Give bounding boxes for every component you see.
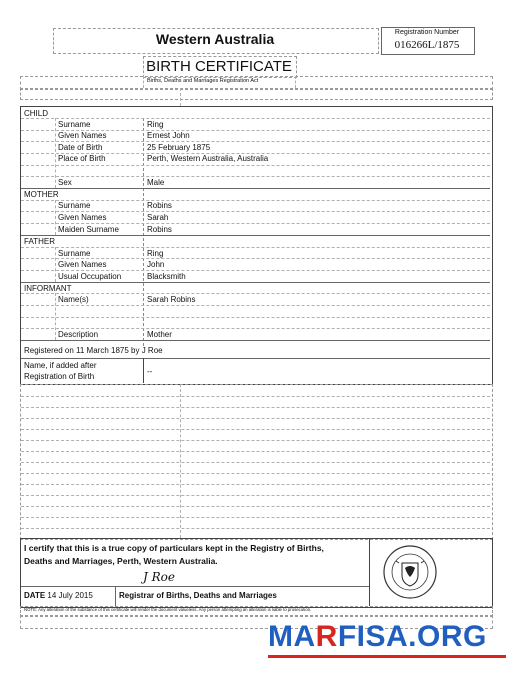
spacer-row bbox=[20, 88, 493, 100]
ruled-line bbox=[21, 418, 490, 419]
informant-section: INFORMANT bbox=[24, 284, 72, 293]
note-text: NOTE: Any alteration of the substance of this certificate will render the document valueless. Any person attempting an alteration is liable to prosecution. bbox=[24, 607, 312, 612]
father-given: John bbox=[147, 260, 165, 269]
registrar-title: Registrar of Births, Deaths and Marriages bbox=[119, 591, 277, 600]
ruled-line bbox=[21, 473, 490, 474]
ruled-line bbox=[21, 528, 490, 529]
father-occupation-label: Usual Occupation bbox=[58, 272, 122, 281]
watermark-underline bbox=[268, 655, 506, 658]
act-text: Births, Deaths and Marriages Registration Act bbox=[147, 78, 259, 84]
father-surname: Ring bbox=[147, 249, 164, 258]
ruled-line bbox=[21, 440, 490, 441]
watermark-part-2: R bbox=[315, 620, 338, 653]
child-section: CHILD bbox=[24, 109, 49, 118]
mother-surname-label: Surname bbox=[58, 201, 91, 210]
name-added-value: -- bbox=[147, 367, 153, 376]
father-occupation: Blacksmith bbox=[147, 272, 186, 281]
child-sex: Male bbox=[147, 178, 165, 187]
date-line bbox=[24, 591, 93, 601]
child-sex-label: Sex bbox=[58, 178, 72, 187]
mother-surname: Robins bbox=[147, 201, 172, 210]
child-pob-label: Place of Birth bbox=[58, 154, 106, 163]
child-given-label: Given Names bbox=[58, 131, 107, 140]
mother-given: Sarah bbox=[147, 213, 169, 222]
certify-line-1: I certify that this is a true copy of particulars kept in the Registry of Births, bbox=[24, 543, 324, 553]
date-value: 14 July 2015 bbox=[47, 591, 93, 600]
ruled-line bbox=[21, 396, 490, 397]
watermark-part-3: FISA.ORG bbox=[337, 620, 487, 653]
informant-names: Sarah Robins bbox=[147, 295, 196, 304]
father-given-label: Given Names bbox=[58, 260, 107, 269]
mother-maiden-label: Maiden Surname bbox=[58, 225, 119, 234]
certificate-title: BIRTH CERTIFICATE bbox=[146, 58, 292, 75]
mother-maiden: Robins bbox=[147, 225, 172, 234]
date-label: DATE bbox=[24, 591, 46, 600]
mother-given-label: Given Names bbox=[58, 213, 107, 222]
informant-names-label: Name(s) bbox=[58, 295, 89, 304]
registered-line: Registered on 11 March 1875 by J Roe bbox=[24, 346, 163, 355]
ruled-line bbox=[21, 462, 490, 463]
ruled-line bbox=[21, 429, 490, 430]
ruled-line bbox=[21, 451, 490, 452]
state-title: Western Australia bbox=[155, 31, 275, 47]
child-surname-label: Surname bbox=[58, 120, 91, 129]
mother-section: MOTHER bbox=[24, 190, 59, 199]
father-section: FATHER bbox=[24, 237, 55, 246]
watermark-logo bbox=[268, 620, 487, 654]
child-given: Ernest John bbox=[147, 131, 190, 140]
informant-desc: Mother bbox=[147, 330, 172, 339]
ruled-line bbox=[21, 484, 490, 485]
informant-desc-label: Description bbox=[58, 330, 99, 339]
signature: J Roe bbox=[143, 570, 175, 584]
registration-label: Registration Number bbox=[394, 29, 460, 36]
certify-line-2: Deaths and Marriages, Perth, Western Australia. bbox=[24, 556, 218, 566]
name-added-label-1: Name, if added after bbox=[24, 361, 97, 370]
ruled-line bbox=[21, 517, 490, 518]
registration-number: 016266L/1875 bbox=[394, 39, 460, 51]
child-dob: 25 February 1875 bbox=[147, 143, 211, 152]
watermark-part-1: MA bbox=[268, 620, 316, 653]
child-pob: Perth, Western Australia, Australia bbox=[147, 154, 269, 163]
child-surname: Ring bbox=[147, 120, 164, 129]
ruled-line bbox=[21, 407, 490, 408]
ruled-line bbox=[21, 506, 490, 507]
government-seal-icon bbox=[382, 541, 438, 603]
name-added-label-2: Registration of Birth bbox=[24, 372, 95, 381]
father-surname-label: Surname bbox=[58, 249, 91, 258]
child-dob-label: Date of Birth bbox=[58, 143, 103, 152]
ruled-line bbox=[21, 495, 490, 496]
